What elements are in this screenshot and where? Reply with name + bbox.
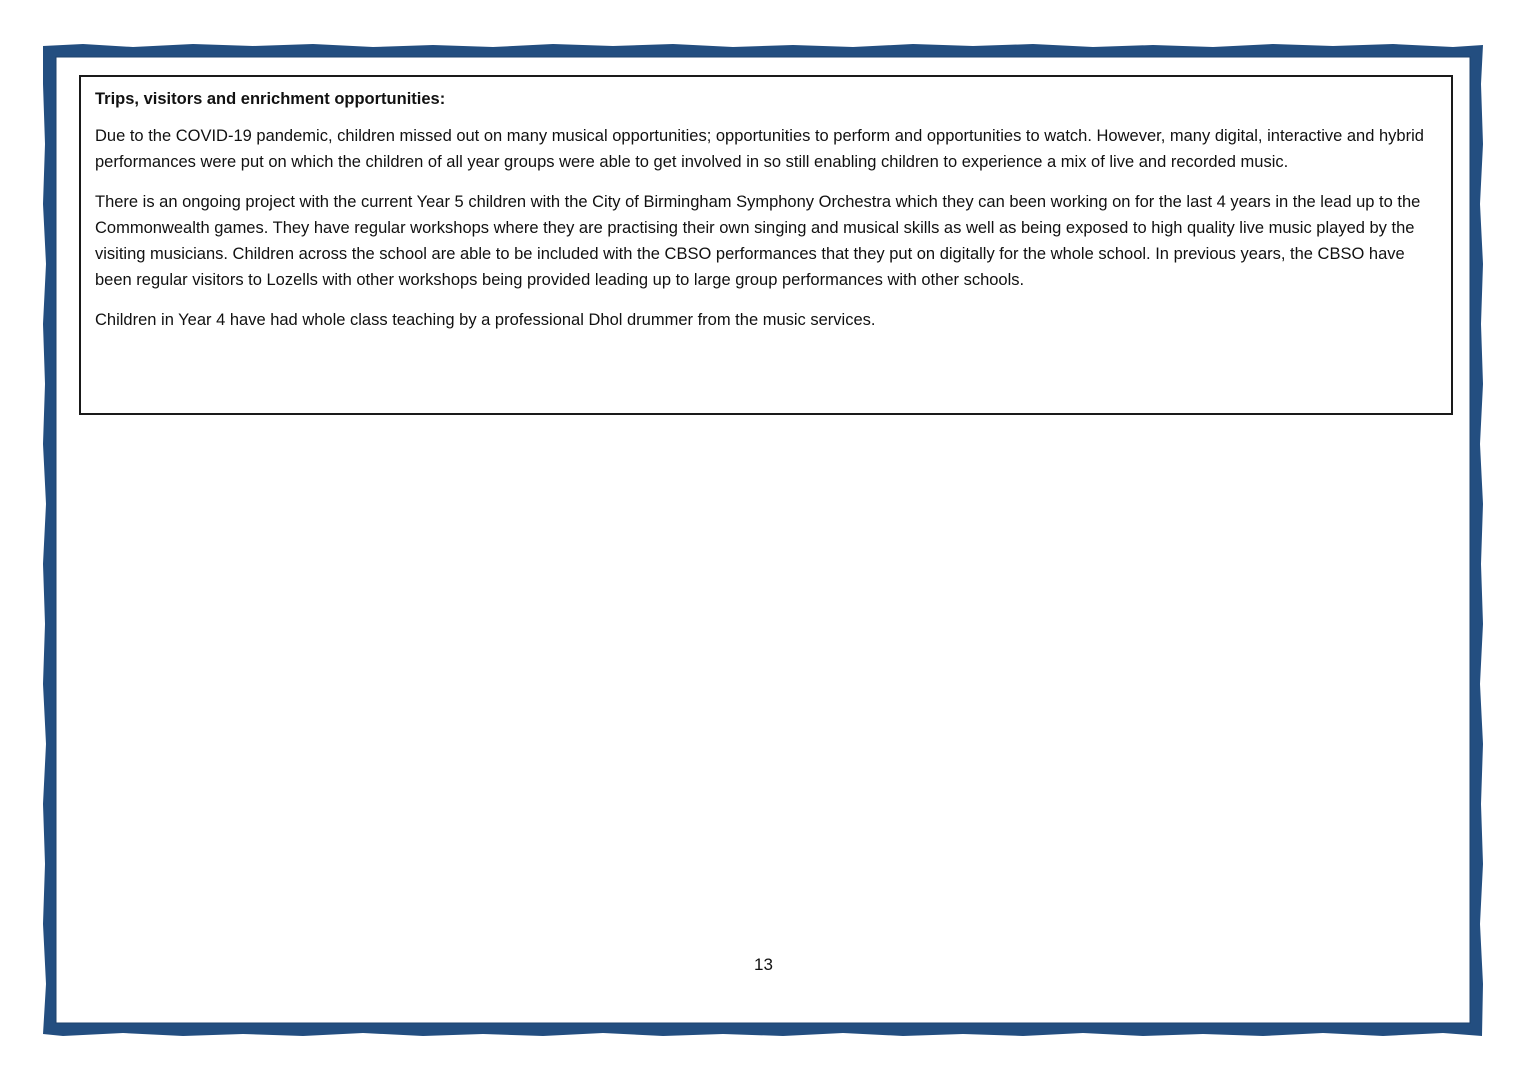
paragraph-cbso-project: There is an ongoing project with the current Year 5 children with the City of Birmingham Symphony Orchestra which they can been working on for the last 4 years in the lead up to the Commonwealth games. They have regular workshops where they are practising their own singing and musical skills as well as being exposed to high quality live music played by the visiting musicians. Children across the school are able to be included with the CBSO performances that they put on digitally for the whole school. In previous years, the CBSO have been regular visitors to Lozells with other workshops being provided leading up to large group performances with other schools. [95,193,1421,289]
paragraph-covid: Due to the COVID-19 pandemic, children missed out on many musical opportunities; opportunities to perform and opportunities to watch. However, many digital, interactive and hybrid performances were put on which the children of all year groups were able to get involved in so still enabling children to experience a mix of live and recorded music. [95,127,1424,171]
section-heading: Trips, visitors and enrichment opportunities: [95,90,446,108]
paragraph-dhol-drummer: Children in Year 4 have had whole class teaching by a professional Dhol drummer from the music services. [95,311,876,329]
enrichment-section-box [79,75,1453,415]
page-number: 13 [754,955,773,974]
